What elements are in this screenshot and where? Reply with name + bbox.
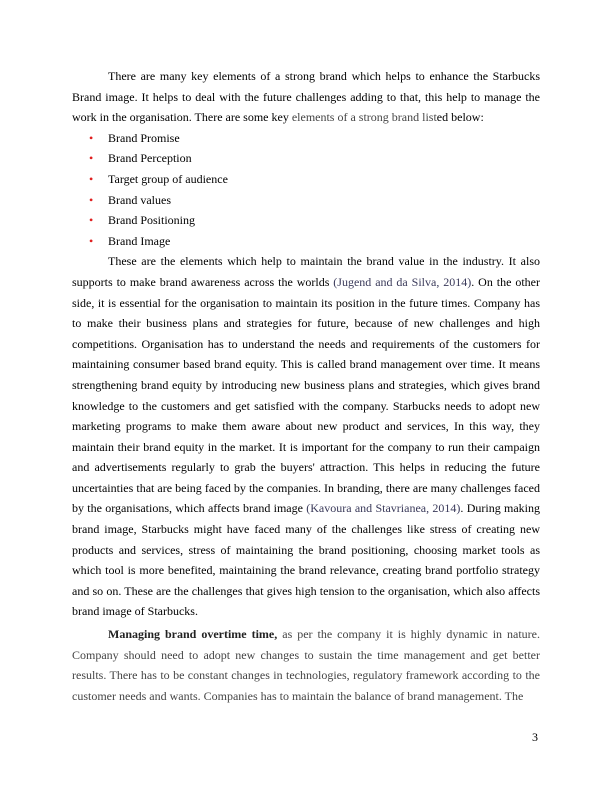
managing-paragraph [72, 624, 540, 706]
managing-heading: Managing brand overtime time, [108, 627, 278, 642]
list-item [72, 190, 540, 211]
body-text-1: These are the elements which help to maintain the brand value in the industry. It also supports to make brand awareness across the worlds [72, 254, 540, 289]
citation-kavoura: (Kavoura and Stavrianea, 2014) [306, 501, 461, 516]
bullet-icon: • [89, 213, 94, 228]
list-item-text: Brand Perception [108, 151, 192, 166]
bullet-icon: • [89, 233, 94, 248]
body-text-2: . On the other side, it is essential for the organisation to maintain its position in the future times. Company has to make their business plans and strategies for future, because of new challenges and high competitions. Organisation has to understand the needs and requirements of the customers for maintaining consumer based brand equity. This is called brand management over time. It means strengthening brand equity by introducing new business plans and strategies, which gives brand knowledge to the customers and get satisfied with the company. Starbucks needs to adopt new marketing programs to make them aware about new product and services, In this way, they maintain their brand equity in the market. It is important for the company to run their campaign and advertisements regularly to grab the buyers' attraction. This helps in reducing the future uncertainties that are being faced by the companies. In branding, there are many challenges faced by the organisations, which affects brand image [72, 274, 541, 516]
bullet-icon: • [89, 171, 94, 186]
list-item [72, 148, 540, 169]
list-item-text: Brand Positioning [108, 213, 196, 228]
bullet-icon: • [89, 130, 94, 145]
list-item-text: Brand values [108, 192, 171, 207]
intro-text-part2: elements of a strong brand list [291, 110, 437, 125]
bullet-icon: • [89, 192, 94, 207]
citation-jugend: (Jugend and da Silva, 2014) [333, 274, 472, 289]
page-number: 3 [532, 730, 538, 744]
intro-paragraph [72, 66, 540, 128]
body-text-3: . During making brand image, Starbucks might have faced many of the challenges like stress of creating new products and services, stress of maintaining the brand positioning, choosing market tools as which tool is more benefited, maintaining the brand relevance, creating brand portfolio strategy and so on. These are the challenges that gives high tension to the organisation, which also affects brand image of Starbucks. [72, 501, 540, 619]
body-paragraph [72, 251, 540, 622]
intro-text-part1: There are many key elements of a strong brand which helps to enhance the Starbucks Brand image. It helps to deal with the future challenges adding to that, this help to manage the work in the organisation. There are some key [72, 69, 540, 125]
list-item [72, 169, 540, 190]
list-item-text: Brand Promise [108, 130, 180, 145]
list-item [72, 231, 540, 252]
list-item [72, 128, 540, 149]
intro-text-part3: ed below: [436, 110, 484, 125]
document-page [72, 66, 540, 706]
managing-text: as per the company it is highly dynamic in nature. Company should need to adopt new changes to sustain the time management and get better results. There has to be constant changes in technologies, regulatory framework according to the customer needs and wants. Companies has to maintain the balance of brand management. The [72, 627, 541, 703]
list-item-text: Brand Image [108, 233, 171, 248]
list-item-text: Target group of audience [108, 171, 228, 186]
bullet-icon: • [89, 151, 94, 166]
list-item [72, 210, 540, 231]
brand-elements-list [72, 128, 540, 252]
